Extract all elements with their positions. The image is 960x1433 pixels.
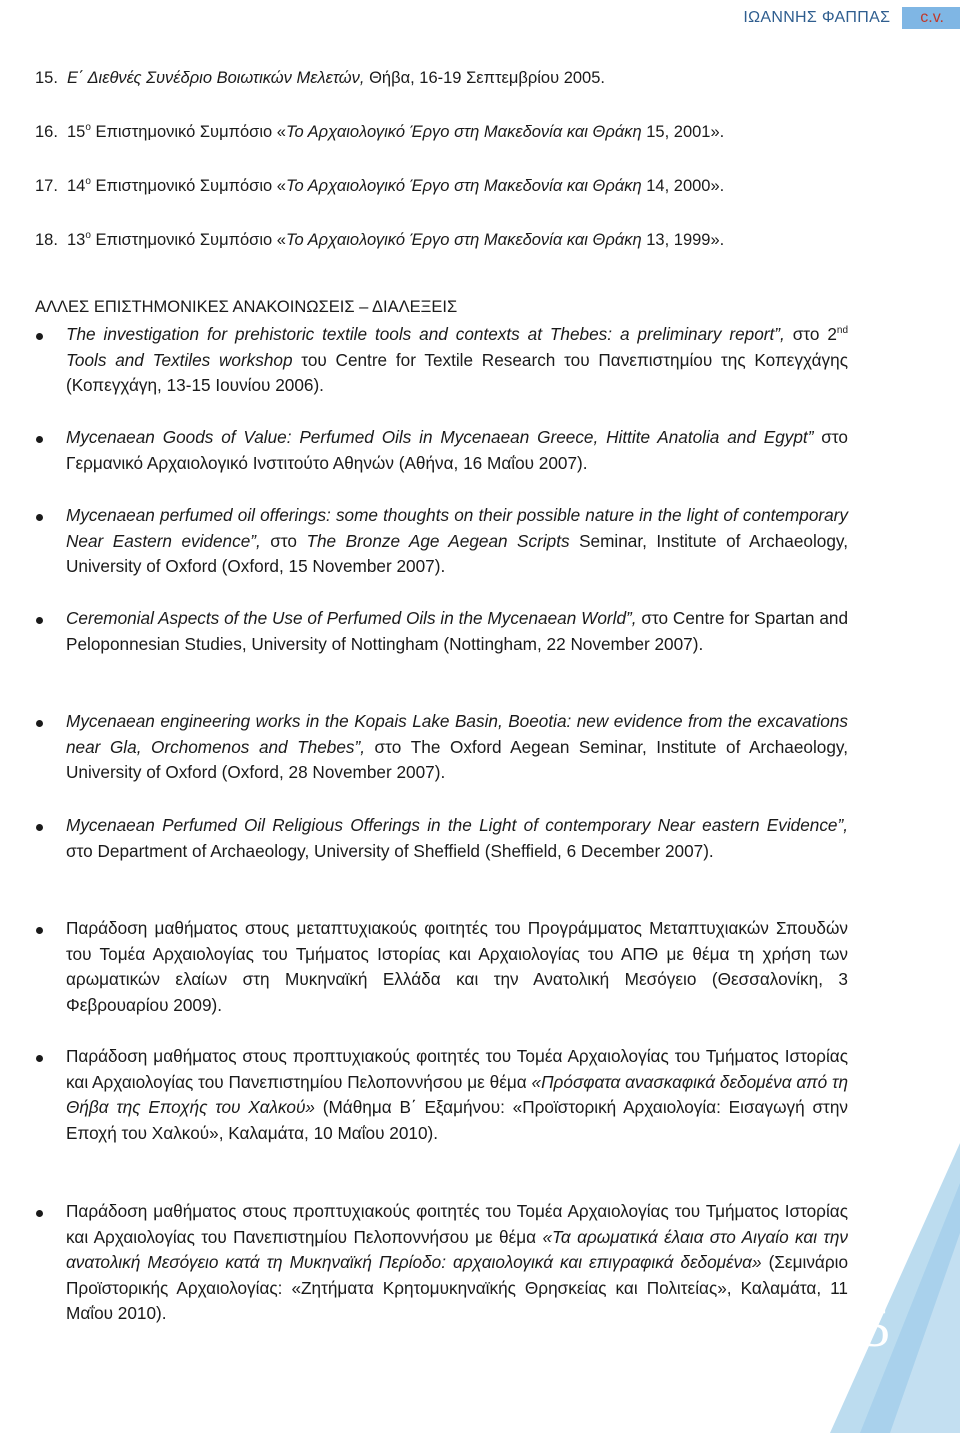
bullet-text: Mycenaean Goods of Value: Perfumed Oils in Mycenaean Greece, Hittite Anatolia and Egypt” στο Γερμανικό Αρχαιολογικό Ινστιτούτο Αθηνών (Αθήνα, 16 Μαΐου 2007).	[66, 427, 848, 473]
page-number: 5	[862, 1297, 890, 1359]
bullet-icon	[36, 720, 43, 727]
list-item: 16. $15^o$ Επιστημονικό Συμπόσιο «Το Αρχαιολογικό Έργο στη Μακεδονία και Θράκη 15, 2001».	[35, 122, 725, 141]
list-item: 18. $13^o$ Επιστημονικό Συμπόσιο «Το Αρχαιολογικό Έργο στη Μακεδονία και Θράκη 13, 1999».	[35, 230, 725, 249]
corner-decoration	[830, 1143, 960, 1433]
bullet-icon	[36, 927, 43, 934]
numbered-conference-list	[35, 68, 724, 284]
cv-tab: c.v.	[902, 7, 960, 29]
bullet-text: The investigation for prehistoric textile tools and contexts at Thebes: a preliminary report”, στο 2nd Tools and Textiles workshop του Centre for Textile Research του Πανεπιστημίου της Κοπεγχάγης (Κοπεγχάγη, 13-15 Ιουνίου 2006).	[66, 324, 849, 396]
bullet-icon	[36, 617, 43, 624]
bullet-icon	[36, 436, 43, 443]
bullet-icon	[36, 1055, 43, 1062]
bullet-text: Mycenaean engineering works in the Kopais Lake Basin, Boeotia: new evidence from the excavations near Gla, Orchomenos and Thebes”, στο The Oxford Aegean Seminar, Institute of Archaeology, University of Oxford (Oxford, 28 November 2007).	[66, 711, 849, 783]
bullet-text: Παράδοση μαθήματος στους μεταπτυχιακούς φοιτητές του Προγράμματος Μεταπτυχιακών Σπουδών του Τομέα Αρχαιολογίας του Τμήματος Ιστορίας και Αρχαιολογίας του ΑΠΘ με θέμα τη χρήση των αρωματικών ελαίων στη Μυκηναϊκή Ελλάδα και την Ανατολική Μεσόγειο (Θεσσαλονίκη, 3 Φεβρουαρίου 2009).	[66, 918, 848, 1015]
bullet-icon	[36, 824, 43, 831]
bullet-text: Mycenaean Perfumed Oil Religious Offerings in the Light of contemporary Near eastern Evidence”, στο Department of Archaeology, University of Sheffield (Sheffield, 6 December 2007).	[66, 815, 848, 861]
bullet-text: Παράδοση μαθήματος στους προπτυχιακούς φοιτητές του Τομέα Αρχαιολογίας του Τμήματος Ιστορίας και Αρχαιολογίας του Πανεπιστημίου Πελοποννήσου με θέμα «Τα αρωματικά έλαια στο Αιγαίο και την ανατολική Μεσόγειο κατά τη Μυκηναϊκή Περίοδο: αρχαιολογικά και επιγραφικά δεδομένα» (Σεμινάριο Προϊστορικής Αρχαιολογίας: «Ζητήματα Κρητομυκηναϊκής Θρησκείας και Πολιτείας», Καλαμάτα, 11 Μαΐου 2010).	[66, 1201, 849, 1324]
bullet-text: Ceremonial Aspects of the Use of Perfumed Oils in the Mycenaean World”, στο Centre for Spartan and Peloponnesian Studies, University of Nottingham (Nottingham, 22 November 2007).	[66, 608, 849, 654]
bullet-icon	[36, 514, 43, 521]
bullet-text: Mycenaean perfumed oil offerings: some thoughts on their possible nature in the light of contemporary Near Eastern evidence”, στο The Bronze Age Aegean Scripts Seminar, Institute of Archaeology, University of Oxford (Oxford, 15 November 2007).	[66, 505, 848, 577]
section-title: ΑΛΛΕΣ ΕΠΙΣΤΗΜΟΝΙΚΕΣ ΑΝΑΚΟΙΝΩΣΕΙΣ – ΔΙΑΛΕΞΕΙΣ	[35, 298, 458, 316]
page-header	[743, 7, 960, 29]
list-item: 17. $14^o$ Επιστημονικό Συμπόσιο «Το Αρχαιολογικό Έργο στη Μακεδονία και Θράκη 14, 2000».	[35, 176, 725, 195]
bullet-icon	[36, 1210, 43, 1217]
bullet-icon	[36, 333, 43, 340]
corner-shape-icon	[830, 1143, 960, 1433]
bullet-text: Παράδοση μαθήματος στους προπτυχιακούς φοιτητές του Τομέα Αρχαιολογίας του Τμήματος Ιστορίας και Αρχαιολογίας του Πανεπιστημίου Πελοποννήσου με θέμα «Πρόσφατα ανασκαφικά δεδομένα από τη Θήβα της Εποχής του Χαλκού» (Μάθημα Β΄ Εξαμήνου: «Προϊστορική Αρχαιολογία: Εισαγωγή στην Εποχή του Χαλκού», Καλαμάτα, 10 Μαΐου 2010).	[66, 1046, 848, 1143]
author-name: ΙΩΑΝΝΗΣ ΦΑΠΠΑΣ	[743, 9, 891, 26]
list-item: 15. Ε΄ Διεθνές Συνέδριο Βοιωτικών Μελετών, Θήβα, 16-19 Σεπτεμβρίου 2005.	[35, 69, 605, 87]
